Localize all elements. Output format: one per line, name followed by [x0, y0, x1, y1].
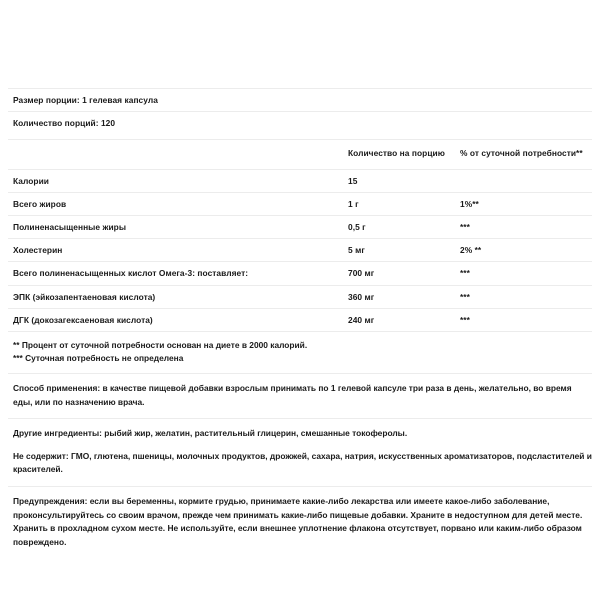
nutrient-name: Всего жиров [8, 192, 343, 215]
nutrient-amount: 5 мг [343, 239, 455, 262]
column-header-name [8, 140, 343, 169]
warnings-text: Предупреждения: если вы беременны, кормите грудью, принимаете какие-либо лекарства или имеете какое-либо заболевание, проконсультируйтесь со своим врачом, прежде чем принимать какие-либо пищевые добавки. Храните в недоступном для детей месте. Хранить в прохладном сухом месте. Не используйте, если внешнее уплотнение флакона отсутствует, порвано или каким-либо образом повреждено. [13, 495, 583, 547]
nutrient-amount: 700 мг [343, 262, 455, 285]
serving-size-row [8, 89, 592, 112]
nutrient-daily-value: *** [455, 308, 592, 331]
nutrient-name: Калории [8, 169, 343, 192]
directions-text: Способ применения: в качестве пищевой добавки взрослым принимать по 1 гелевой капсуле три раза в день, желательно, во время еды, или по назначению врача. [13, 382, 572, 407]
supplement-facts-table [8, 88, 592, 331]
nutrient-daily-value [455, 169, 592, 192]
warnings-block [8, 486, 592, 558]
table-row [8, 239, 592, 262]
directions-block [8, 373, 592, 418]
free-from-text: Не содержит: ГМО, глютена, пшеницы, молочных продуктов, дрожжей, сахара, натрия, искусственных ароматизаторов, подсластителей и красителей. [13, 450, 592, 475]
nutrient-name: ЭПК (эйкозапентаеновая кислота) [8, 285, 343, 308]
servings-per-container-label: Количество порций: 120 [8, 112, 592, 135]
column-header-amount: Количество на порцию [343, 140, 455, 169]
nutrient-daily-value: 1%** [455, 192, 592, 215]
servings-per-container-row [8, 112, 592, 135]
table-row [8, 215, 592, 238]
table-row [8, 192, 592, 215]
nutrient-daily-value: *** [455, 285, 592, 308]
ingredients-block [8, 418, 592, 486]
serving-size-label: Размер порции: 1 гелевая капсула [8, 89, 592, 112]
nutrient-name: ДГК (докозагексаеновая кислота) [8, 308, 343, 331]
table-header-row [8, 140, 592, 169]
nutrient-amount: 360 мг [343, 285, 455, 308]
nutrient-amount: 0,5 г [343, 215, 455, 238]
footnotes-block [8, 331, 592, 373]
footnote-daily-value-basis: ** Процент от суточной потребности основан на диете в 2000 калорий. [13, 339, 308, 350]
table-row [8, 285, 592, 308]
table-row [8, 308, 592, 331]
content-area [8, 88, 592, 558]
column-header-daily-value: % от суточной потребности** [455, 140, 592, 169]
nutrient-daily-value: *** [455, 262, 592, 285]
nutrient-amount: 15 [343, 169, 455, 192]
table-row [8, 262, 592, 285]
other-ingredients-text: Другие ингредиенты: рыбий жир, желатин, растительный глицерин, смешанные токоферолы. [13, 428, 408, 439]
nutrient-amount: 1 г [343, 192, 455, 215]
nutrient-amount: 240 мг [343, 308, 455, 331]
footnote-no-daily-value: *** Суточная потребность не определена [13, 352, 184, 363]
table-row [8, 169, 592, 192]
nutrient-name: Полиненасыщенные жиры [8, 215, 343, 238]
nutrient-daily-value: *** [455, 215, 592, 238]
nutrient-name: Холестерин [8, 239, 343, 262]
nutrient-name: Всего полиненасыщенных кислот Омега-3: поставляет: [8, 262, 343, 285]
nutrient-daily-value: 2% ** [455, 239, 592, 262]
